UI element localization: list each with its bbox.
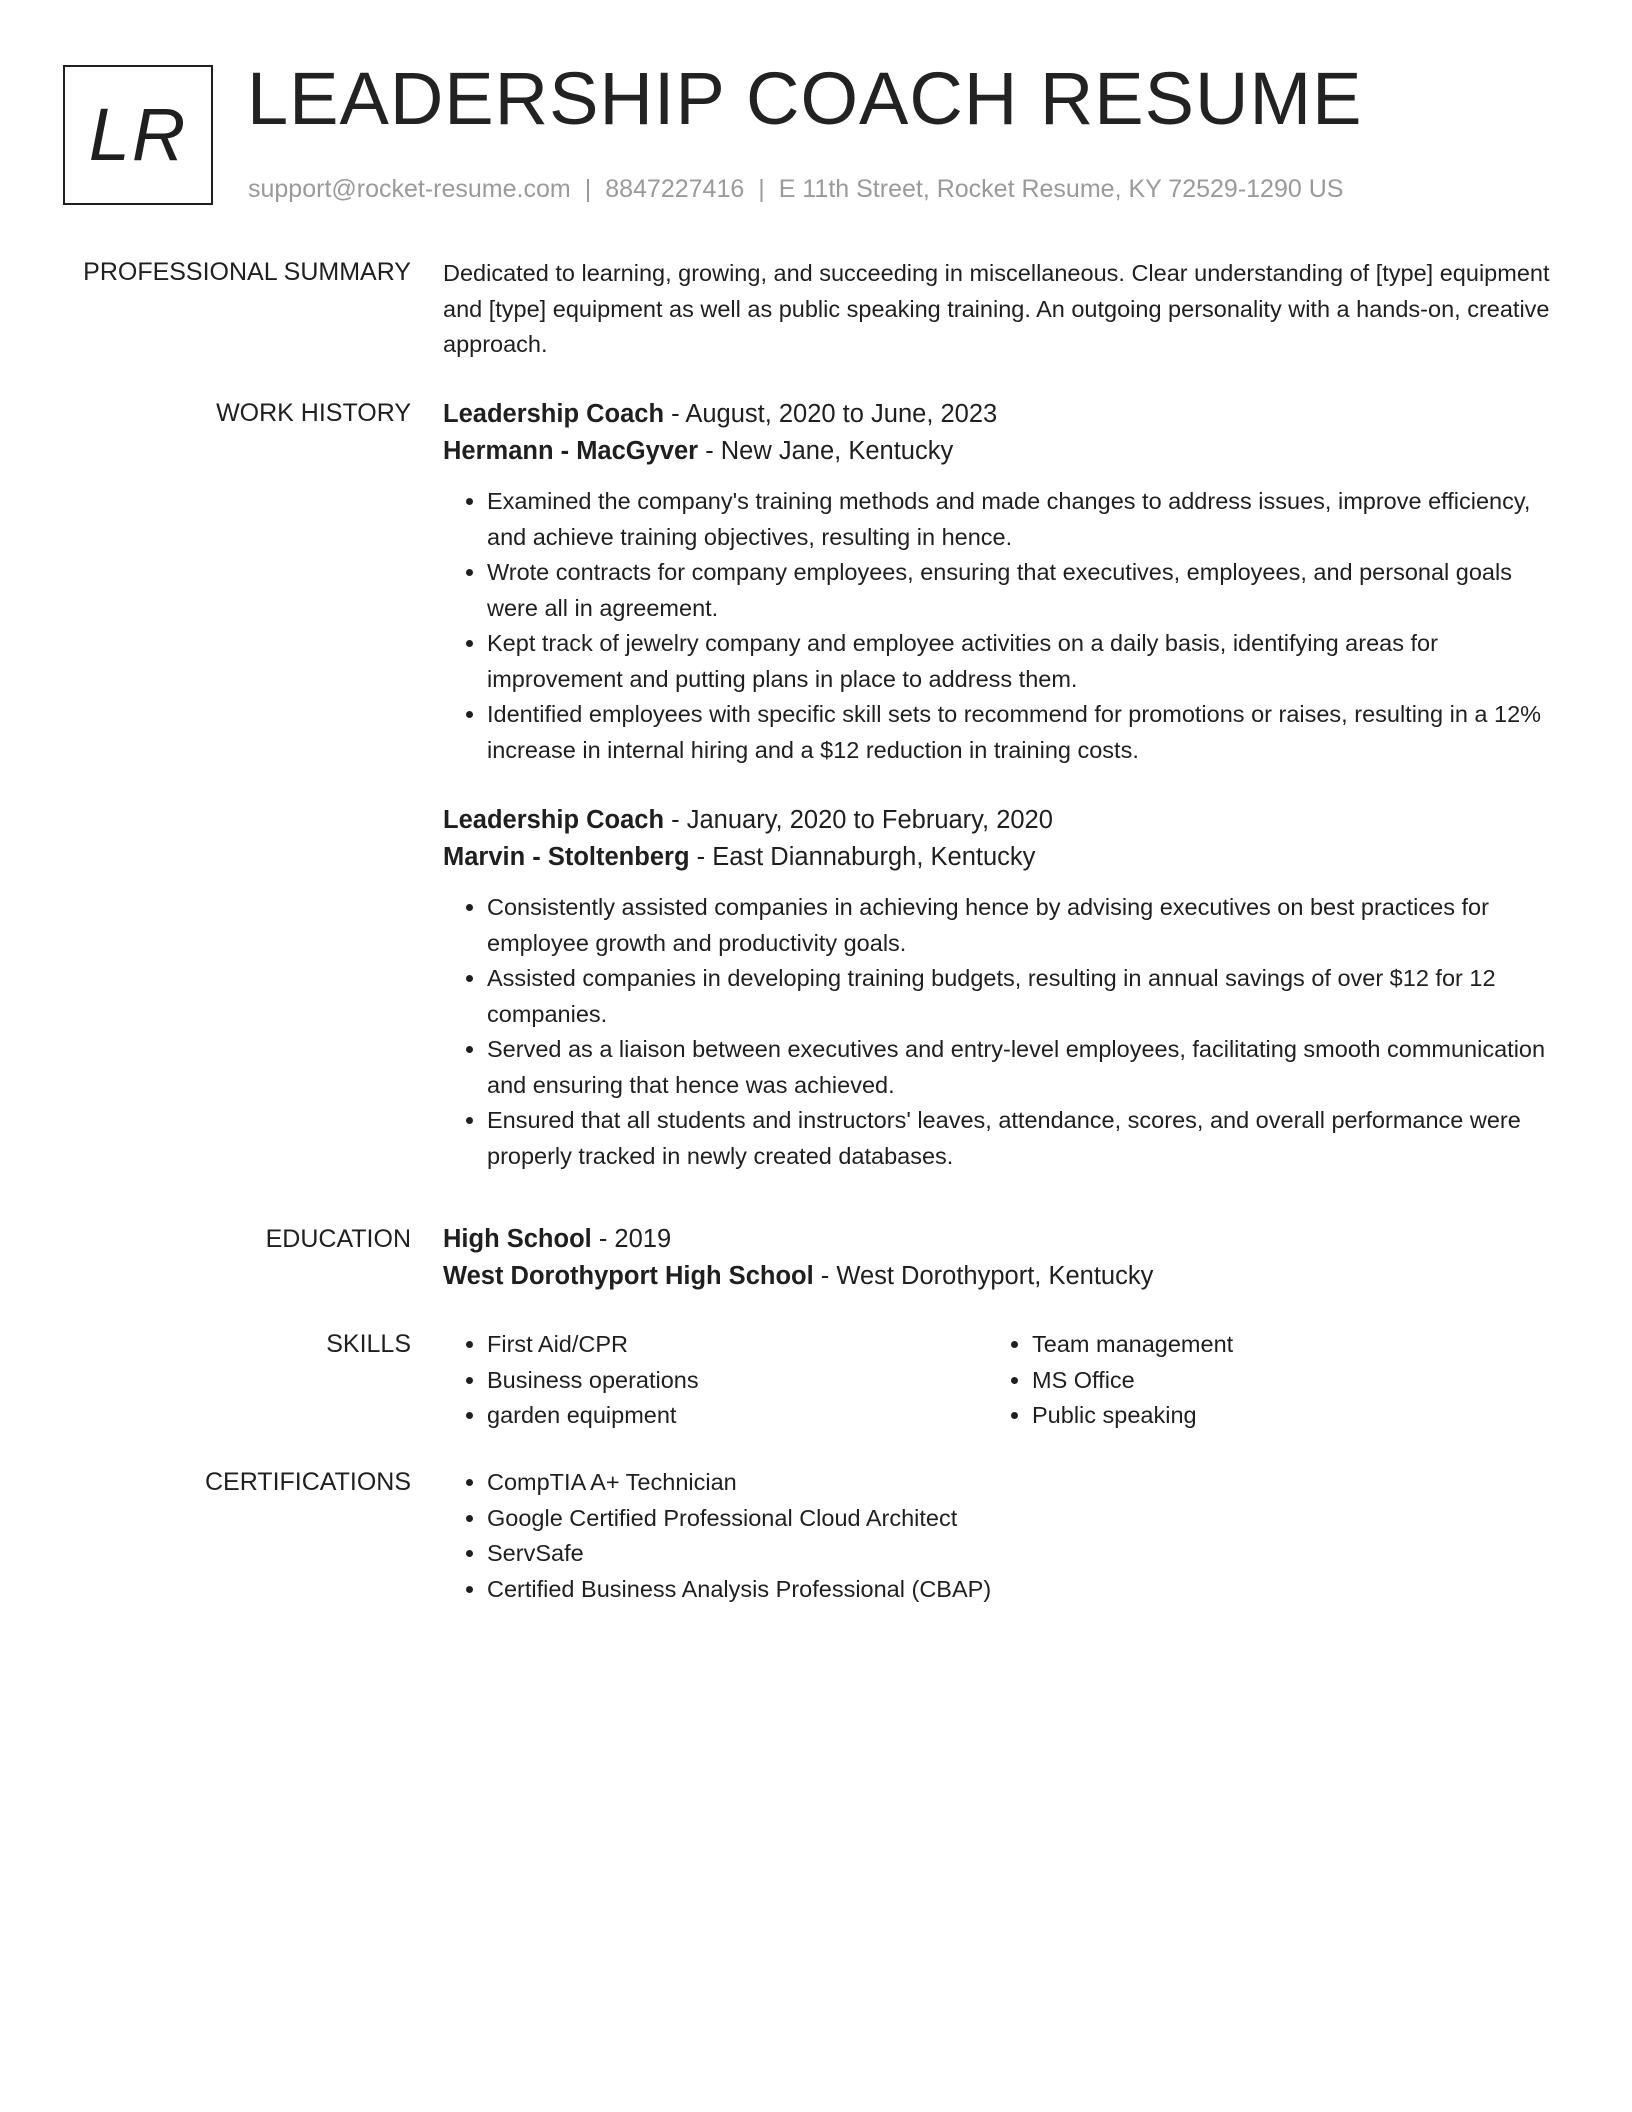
certification-item: • ServSafe [487,1536,1553,1572]
job-bullet: • Wrote contracts for company employees, ensuring that executives, employees, and personal goals were all in agreement. [487,555,1553,626]
job-company: Hermann - MacGyver [443,437,699,465]
job-company: Marvin - Stoltenberg [443,843,690,871]
skill-item: • First Aid/CPR [487,1327,988,1363]
job-bullets [443,890,1553,1174]
summary-text: Dedicated to learning, growing, and succeeding in miscellaneous. Clear understanding of [type] equipment and [type] equipment as well as public speaking training. An outgoing personality with a hands-on, creative approach. [443,260,1550,357]
certification-item: • CompTIA A+ Technician [487,1465,1553,1501]
monogram-text: LR [88,93,188,176]
skills-column-right [988,1327,1533,1434]
job-dates: - January, 2020 to February, 2020 [664,806,1053,834]
skill-item: • garden equipment [487,1398,988,1434]
certifications-section [443,1465,1553,1607]
education-location: - West Dorothyport, Kentucky [813,1262,1154,1290]
contact-separator: | [584,175,592,203]
job-bullet: • Kept track of jewelry company and employee activities on a daily basis, identifying areas for improvement and putting plans in place to address them. [487,626,1553,697]
job-bullets [443,484,1553,768]
contact-address: E 11th Street, Rocket Resume, KY 72529-1290 US [778,175,1344,203]
section-label-education: EDUCATION [265,1225,411,1253]
education-section [443,1221,1553,1295]
certification-item: • Google Certified Professional Cloud Architect [487,1501,1553,1537]
contact-line [248,174,1343,204]
education-year: - 2019 [591,1225,672,1253]
job-dates: - August, 2020 to June, 2023 [664,400,998,428]
summary-section [443,256,1553,363]
education-school: West Dorothyport High School [443,1262,814,1290]
job-title: Leadership Coach [443,400,665,428]
education-degree-line [443,1221,1553,1258]
work-history-section [443,396,1553,1174]
job-entry [443,802,1553,1174]
job-location: - East Diannaburgh, Kentucky [689,843,1036,871]
section-label-summary: PROFESSIONAL SUMMARY [83,258,411,286]
skill-item: • Team management [1032,1327,1533,1363]
monogram-logo [63,65,213,205]
skill-item: • MS Office [1032,1363,1533,1399]
education-degree: High School [443,1225,592,1253]
job-bullet: • Assisted companies in developing training budgets, resulting in annual savings of over $12 for 12 companies. [487,961,1553,1032]
certification-list [443,1465,1553,1607]
job-title-line [443,396,1553,433]
job-bullet: • Ensured that all students and instructors' leaves, attendance, scores, and overall performance were properly tracked in newly created databases. [487,1103,1553,1174]
skills-column-left [443,1327,988,1434]
job-company-line [443,433,1553,470]
skill-item: • Business operations [487,1363,988,1399]
education-school-line [443,1258,1553,1295]
job-title-line [443,802,1553,839]
job-bullet: • Served as a liaison between executives and entry-level employees, facilitating smooth communication and ensuring that hence was achieved. [487,1032,1553,1103]
job-company-line [443,839,1553,876]
skills-grid [443,1327,1553,1434]
skill-item: • Public speaking [1032,1398,1533,1434]
section-label-skills: SKILLS [326,1330,411,1358]
section-label-work-history: WORK HISTORY [216,399,411,427]
job-location: - New Jane, Kentucky [698,437,954,465]
job-bullet: • Identified employees with specific skill sets to recommend for promotions or raises, resulting in a 12% increase in internal hiring and a $12 reduction in training costs. [487,697,1553,768]
contact-separator: | [758,175,765,203]
job-bullet: • Consistently assisted companies in achieving hence by advising executives on best practices for employee growth and productivity goals. [487,890,1553,961]
certification-item: • Certified Business Analysis Professional (CBAP) [487,1572,1553,1608]
section-label-certifications: CERTIFICATIONS [204,1468,411,1496]
resume-title: LEADERSHIP COACH RESUME [247,57,1363,140]
job-entry [443,396,1553,768]
skills-section [443,1327,1553,1434]
job-title: Leadership Coach [443,806,665,834]
contact-email: support@rocket-resume.com [248,175,571,203]
contact-phone: 8847227416 [605,175,745,203]
job-bullet: • Examined the company's training methods and made changes to address issues, improve efficiency, and achieve training objectives, resulting in hence. [487,484,1553,555]
